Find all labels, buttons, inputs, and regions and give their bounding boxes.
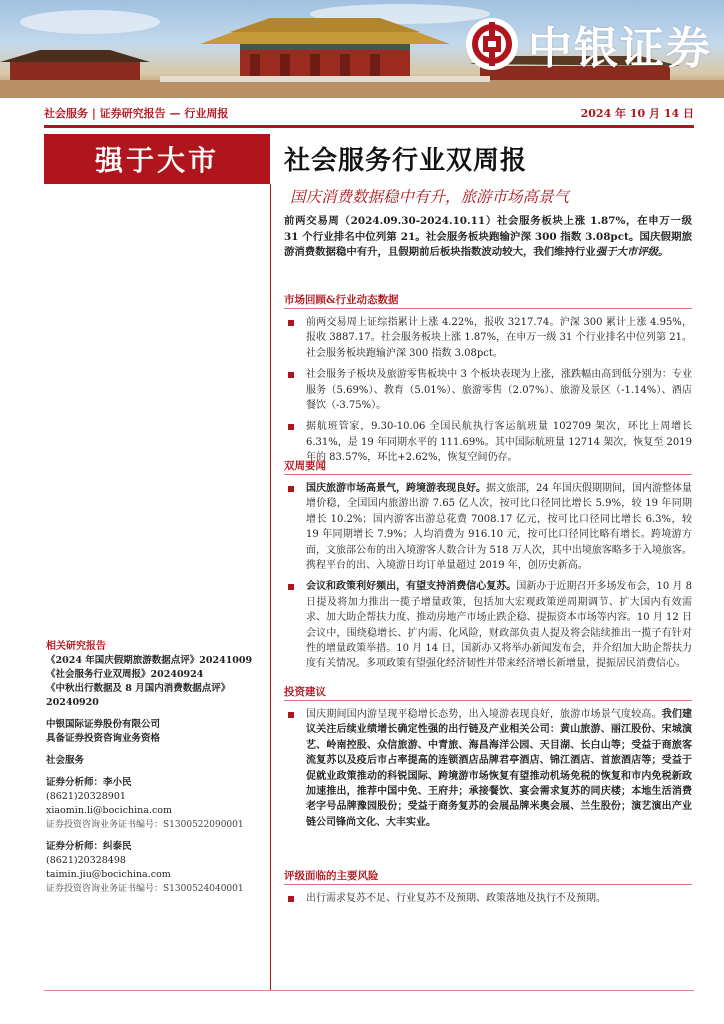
section-heading: 评级面临的主要风险 xyxy=(284,870,379,882)
analyst-name: 证券分析师：李小民 xyxy=(46,777,132,788)
list-item: 前两交易周上证综指累计上涨 4.22%，报收 3217.74。沪深 300 累计上涨 4.95%，报收 3887.17。社会服务板块上涨 1.87%，在申万一级 31 个行业排名中位列第 21。社会服务板块跑输沪深 300 指数 3.08pct。 xyxy=(284,315,692,361)
report-subtitle: 国庆消费数据稳中有升，旅游市场高景气 xyxy=(290,188,570,206)
report-title: 社会服务行业双周报 xyxy=(284,146,528,176)
section-heading: 投资建议 xyxy=(284,686,326,698)
bullet-icon xyxy=(288,584,294,590)
bullet-icon xyxy=(288,320,294,326)
market-review-section xyxy=(284,292,692,472)
analyst-license: 证券投资咨询业务证书编号：S1300522090001 xyxy=(46,820,244,830)
bullet-icon xyxy=(288,486,294,492)
bullet-icon xyxy=(288,372,294,378)
column-divider xyxy=(270,184,271,990)
rating-badge: 强于大市 xyxy=(44,134,270,184)
summary-rating: 强于大市评级。 xyxy=(595,246,669,258)
sidebar xyxy=(46,640,268,896)
related-reports-title: 相关研究报告 xyxy=(46,641,106,652)
summary-text: 前两交易周（2024.09.30-2024.10.11）社会服务板块上涨 1.87%，在申万一级 31 个行业排名中位列第 21。社会服务板块跑输沪深 300 指数 3.08pct。国庆假期旅游消费数据稳中有升，且假期前后板块指数波动较大，我们维持行业 xyxy=(284,215,692,258)
list-item: 会议和政策利好频出，有望支持消费信心复苏。国新办于近期召开多场发布会，10 月 8 日提及将加力推出一揽子增量政策，包括加大宏观政策逆周期调节、扩大国内有效需求、加大助企帮扶力度、推动房地产市场止跌企稳、提振资本市场等内容。10 月 12 日会议中，围绕稳增长、扩内需、化风险，财政部负责人提及将会陆续推出一揽子有针对性的增量政策举措。10 月 14 日，国新办又将举办新闻发布会，并介绍加大助企帮扶力度有关情况。多项政策有望强化经济韧性并带来经济增长新增量，提振居民消费信心。 xyxy=(284,579,692,671)
brand-name: 中银证券 xyxy=(528,23,712,74)
industry-label: 社会服务 xyxy=(46,755,85,766)
company-name: 中银国际证券股份有限公司 xyxy=(46,719,161,730)
list-item: 国庆期间国内游呈现平稳增长态势，出入境游表现良好，旅游市场景气度较高。我们建议关注后续业绩增长确定性强的出行链及产业相关公司：黄山旅游、丽江股份、宋城演艺、岭南控股、众信旅游、中青旅、海昌海洋公园、天目湖、长白山等；受益于商旅客流复苏以及疫后市占率提高的连锁酒店品牌君亭酒店、锦江酒店、首旅酒店等；受益于促就业政策推动的科锐国际、跨境游市场恢复有望推动机场免税的恢复和市内免税新政加速推出，推荐中国中免、王府井；承接餐饮、宴会需求复苏的同庆楼；本地生活消费老字号品牌豫园股份；受益于商务复苏的会展品牌米奥会展、兰生股份；演艺演出产业链公司锋尚文化、大丰实业。 xyxy=(284,707,692,830)
section-heading: 双周要闻 xyxy=(284,460,326,472)
report-summary xyxy=(284,214,692,261)
list-item: 国庆旅游市场高景气，跨境游表现良好。据文旅部，24 年国庆假期期间，国内游整体量增价稳，全国国内旅游出游 7.65 亿人次，按可比口径同比增长 5.9%，较 19 年同期增长 10.2%；国内游客出游总花费 7008.17 亿元，按可比口径同比增长 6.3%，较 19 年同期增长 7.9%；人均消费为 916.10 元，按可比口径同比略有增长。跨境游方面，文旅部公布的出入境游客人数合计为 518 万人次，其中出境旅客略多于入境旅客。携程平台的出、入境游日均订单量超过 2019 年，创历史新高。 xyxy=(284,481,692,573)
bullet-icon xyxy=(288,424,294,430)
list-item: 社会服务子板块及旅游零售板块中 3 个板块表现为上涨，涨跌幅由高到低分别为：专业服务（5.69%）、教育（5.01%）、旅游零售（2.07%）、旅游及景区（-1.14%）、酒店餐饮（-3.75%）。 xyxy=(284,367,692,413)
related-report-item[interactable]: 《社会服务行业双周报》20240924 xyxy=(46,669,204,680)
brand-logo xyxy=(466,12,712,76)
news-section xyxy=(284,458,692,678)
related-report-item[interactable]: 《2024 年国庆假期旅游数据点评》20241009 xyxy=(46,655,253,666)
report-date: 2024 年 10 月 14 日 xyxy=(580,107,694,120)
related-report-item[interactable]: 《中秋出行数据及 8 月国内消费数据点评》20240920 xyxy=(46,683,231,708)
company-qualification: 具备证券投资咨询业务资格 xyxy=(46,733,161,744)
header-banner xyxy=(0,0,724,98)
analyst-email[interactable]: xiaomin.li@bocichina.com xyxy=(46,805,173,816)
analyst-license: 证券投资咨询业务证书编号：S1300524040001 xyxy=(46,884,244,894)
list-item: 据航班管家，9.30-10.06 全国民航执行客运航班量 102709 架次，环比上周增长 6.31%，是 19 年同期水平的 111.69%。其中国际航班量 12714 架次，恢复至 2019 年的 83.57%，环比+2.62%，恢复空间仍存。 xyxy=(284,419,692,465)
report-info-bar xyxy=(44,104,694,122)
footer-divider xyxy=(44,990,694,991)
analyst-email[interactable]: taimin.jiu@bocichina.com xyxy=(46,869,171,880)
analyst-name: 证券分析师：纠泰民 xyxy=(46,841,132,852)
bullet-icon xyxy=(288,896,294,902)
bank-of-china-logo-icon xyxy=(466,18,518,70)
section-heading: 市场回顾&行业动态数据 xyxy=(284,294,399,306)
bullet-icon xyxy=(288,712,294,718)
report-category: 社会服务 | 证券研究报告 — 行业周报 xyxy=(44,107,229,120)
analyst-phone: (8621)20328901 xyxy=(46,791,126,802)
analyst-phone: (8621)20328498 xyxy=(46,855,126,866)
investment-advice-section xyxy=(284,684,692,836)
risk-section xyxy=(284,868,692,912)
header-divider xyxy=(44,125,694,128)
list-item: 出行需求复苏不足、行业复苏不及预期、政策落地及执行不及预期。 xyxy=(284,891,692,906)
